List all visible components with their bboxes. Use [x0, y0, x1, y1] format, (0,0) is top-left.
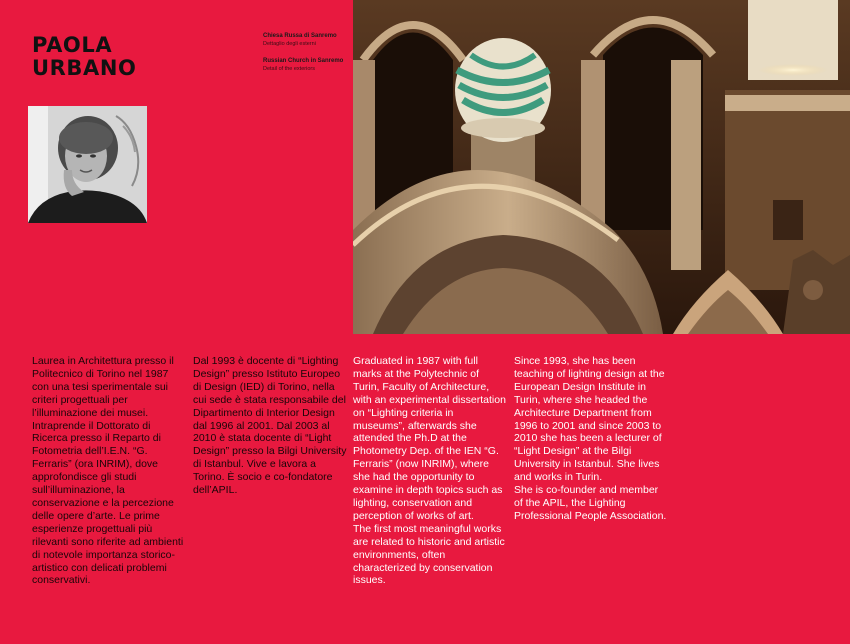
- italian-bio-paragraph: Laurea in Architettura presso il Politecnico di Torino nel 1987 con una tesi sperimentale sui criteri progettuali per l’illuminazione dei musei. Intraprende il Dottorato di Ricerca presso il Reparto di Fotometria dell’I.E.N. “G. Ferraris” (ora INRIM), dove approfondisce gli studi sull’illuminazione, la conservazione e la percezione delle opere d’arte. Le prime esperienze progettuali più rilevanti sono riferite ad ambienti di notevole importanza storico-artistico con delicati problemi conservativi.: [32, 355, 184, 587]
- caption-en-subtitle: Detail of the exteriors: [263, 66, 315, 72]
- author-name: [32, 34, 137, 80]
- english-bio-paragraph: Since 1993, she has been teaching of lighting design at the European Design Institute in Turin, where she headed the Architecture Department from 1996 to 2001 and since 2003 to 2010 she has been a lecturer of “Light Design” at the Bilgi University in Istanbul. She lives and works in Turin.: [514, 355, 665, 484]
- english-bio-column-1: [353, 355, 508, 587]
- church-photo: [353, 0, 850, 334]
- english-bio-column-2: [514, 355, 669, 523]
- author-last-name: URBANO: [32, 56, 137, 80]
- caption-it-subtitle: Dettaglio degli esterni: [263, 41, 316, 47]
- english-bio-paragraph: Graduated in 1987 with full marks at the Polytechnic of Turin, Faculty of Architecture, with an experimental dissertation on “Lighting criteria in museums”, afterwards she attended the Ph.D at the Photometry Dep. of the IEN “G. Ferraris” (now INRIM), where she had the opportunity to examine in depth topics such as lighting, conservation and perception of works of art.: [353, 355, 506, 522]
- english-bio-paragraph: The first most meaningful works are related to historic and artistic environments, often characterized by conservation issues.: [353, 522, 505, 587]
- photo-captions: [263, 32, 349, 73]
- caption-it-title: Chiesa Russa di Sanremo: [263, 33, 337, 39]
- italian-bio-column-2: [193, 355, 348, 497]
- italian-bio-paragraph: Dal 1993 è docente di “Lighting Design” presso Istituto Europeo di Design (IED) di Torino, nella cui sede è stata responsabile del Dipartimento di Interior Design dal 1996 al 2001. Dal 2003 al 2010 è stata docente di “Light Design” presso la Bilgi University di Istanbul. Vive e lavora a Torino. È socio e co-fondatore dell’APIL.: [193, 355, 347, 497]
- author-portrait: [28, 106, 147, 223]
- caption-en-title: Russian Church in Sanremo: [263, 58, 344, 64]
- author-first-name: PAOLA: [32, 33, 113, 57]
- english-bio-paragraph: She is co-founder and member of the APIL, the Lighting Professional People Association.: [514, 484, 667, 522]
- italian-bio-column-1: [32, 355, 187, 587]
